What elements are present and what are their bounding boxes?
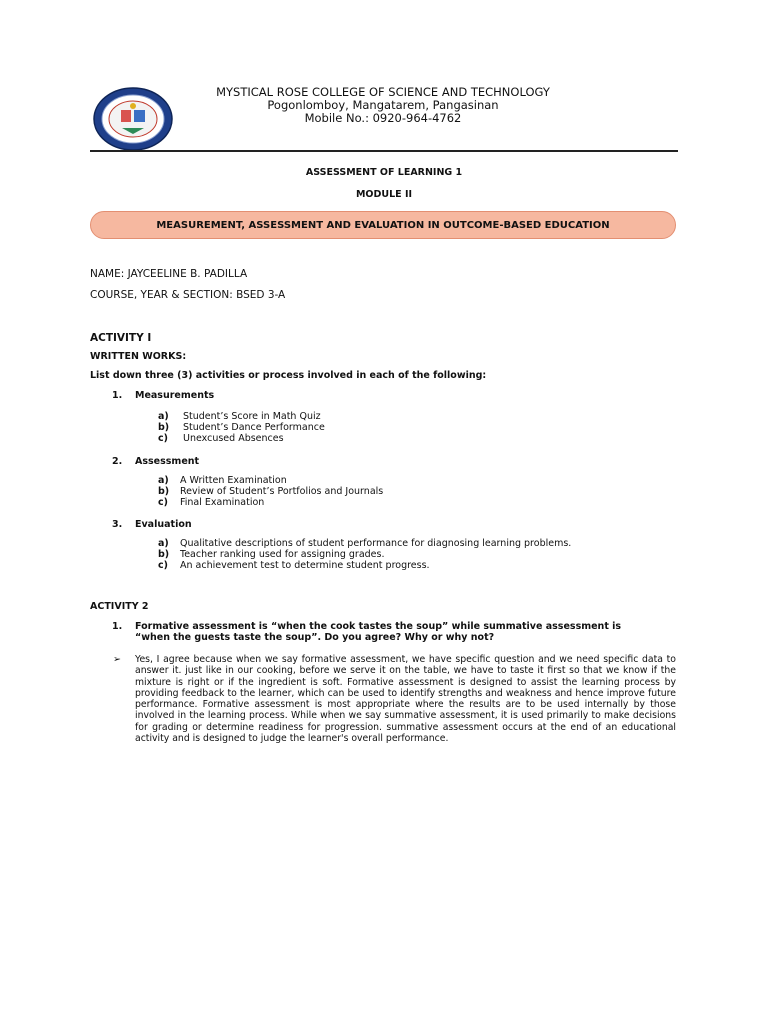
item-letter: c) xyxy=(158,433,168,444)
section-title-evaluation: Evaluation xyxy=(135,519,192,530)
student-name: NAME: JAYCEELINE B. PADILLA xyxy=(90,268,248,280)
list-item: An achievement test to determine student progress. xyxy=(180,560,430,571)
item-letter: a) xyxy=(158,475,169,486)
section-number: 2. xyxy=(112,456,123,467)
list-item: Teacher ranking used for assigning grades. xyxy=(180,549,385,560)
list-item: Unexcused Absences xyxy=(183,433,284,444)
section-number: 1. xyxy=(112,390,123,401)
banner-text: MEASUREMENT, ASSESSMENT AND EVALUATION IN OUTCOME-BASED EDUCATION xyxy=(156,219,610,231)
college-name: MYSTICAL ROSE COLLEGE OF SCIENCE AND TECHNOLOGY xyxy=(216,85,550,99)
list-item: Student’s Score in Math Quiz xyxy=(183,411,321,422)
activity1-instruction: List down three (3) activities or process involved in each of the following: xyxy=(90,370,487,381)
section-number: 3. xyxy=(112,519,123,530)
item-letter: a) xyxy=(158,411,169,422)
activity1-subtitle: WRITTEN WORKS: xyxy=(90,351,187,362)
list-item: Qualitative descriptions of student performance for diagnosing learning problems. xyxy=(180,538,572,549)
course-title: ASSESSMENT OF LEARNING 1 xyxy=(305,167,463,178)
item-letter: a) xyxy=(158,538,169,549)
module-title: MODULE II xyxy=(355,189,413,200)
item-letter: b) xyxy=(158,422,170,433)
question-number: 1. xyxy=(112,621,123,632)
item-letter: c) xyxy=(158,497,168,508)
list-item: Review of Student’s Portfolios and Journals xyxy=(180,486,384,497)
list-item: A Written Examination xyxy=(180,475,287,486)
question-line-2: “when the guests taste the soup”. Do you agree? Why or why not? xyxy=(135,632,495,643)
college-address: Pogonlomboy, Mangatarem, Pangasinan xyxy=(267,98,499,112)
list-item: Student’s Dance Performance xyxy=(183,422,325,433)
bullet-arrow-icon: ➢ xyxy=(113,654,121,665)
header-divider xyxy=(90,150,678,152)
item-letter: c) xyxy=(158,560,168,571)
section-title-measurements: Measurements xyxy=(135,390,215,401)
item-letter: b) xyxy=(158,549,170,560)
activity2-title: ACTIVITY 2 xyxy=(90,601,149,612)
question-line-1: Formative assessment is “when the cook tastes the soup” while summative assessment is xyxy=(135,621,622,632)
answer-paragraph: Yes, I agree because when we say formative assessment, we have specific question and we need specific data to answer it. just like in our cooking, before we serve it on the table, we have to taste it first so that we know if the mixture is right or if the ingredient is soft. Formative assessment is designed to assist the learning process by providing feedback to the learner, which can be used to identify strengths and weakness and hence improve future performance. Formative assessment is most appropriate where the results are to be used internally by those involved in the learning process. While when we say summative assessment, it is used primarily to make decisions for grading or determine readiness for progression. summative assessment occurs at the end of an educational activity and is designed to judge the learner's overall performance. xyxy=(135,654,676,745)
list-item: Final Examination xyxy=(180,497,265,508)
student-course: COURSE, YEAR & SECTION: BSED 3-A xyxy=(90,289,286,301)
topic-banner xyxy=(90,211,676,239)
activity1-title: ACTIVITY I xyxy=(90,332,152,344)
college-mobile: Mobile No.: 0920-964-4762 xyxy=(304,111,462,125)
item-letter: b) xyxy=(158,486,170,497)
section-title-assessment: Assessment xyxy=(135,456,200,467)
